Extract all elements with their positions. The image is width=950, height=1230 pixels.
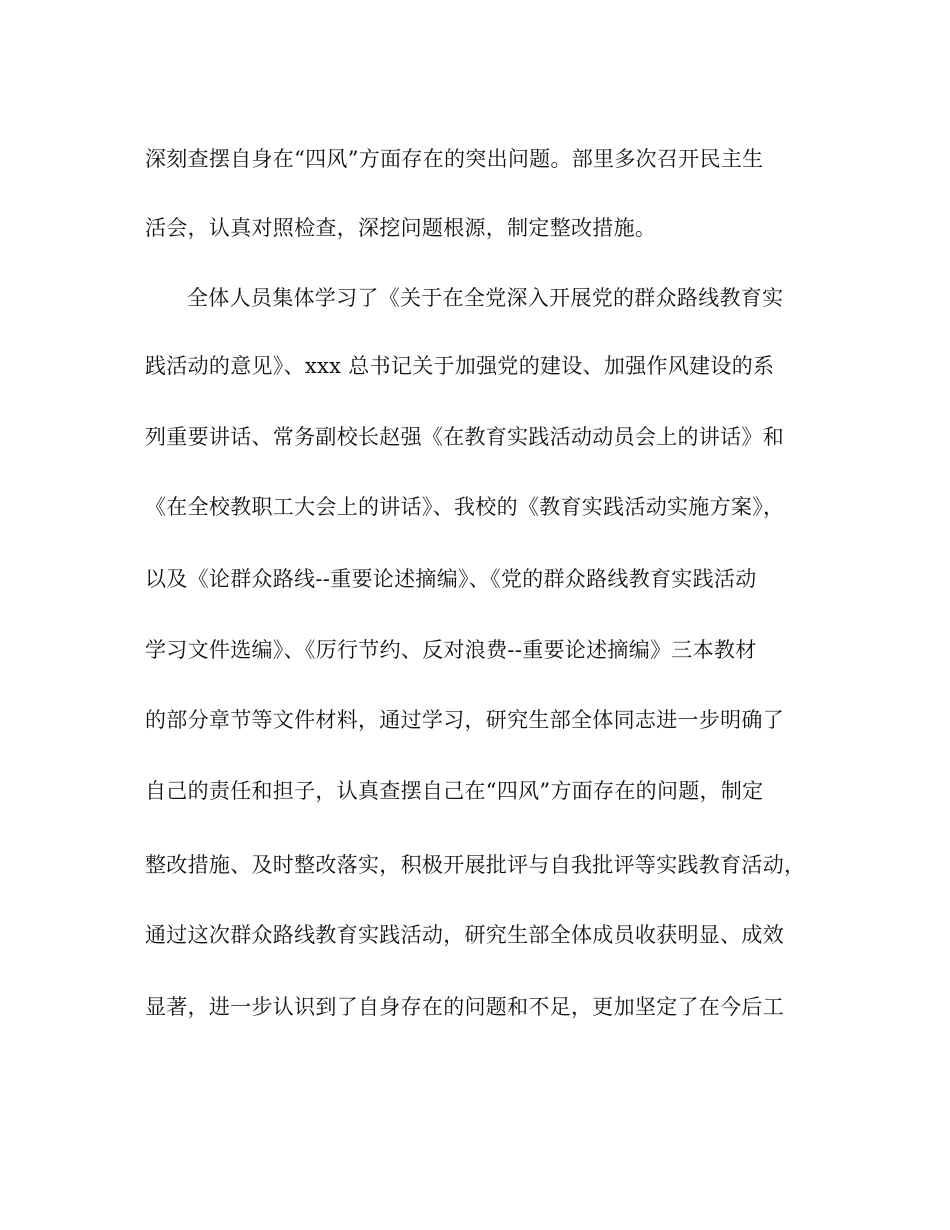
- paragraph-line: 显著，进一步认识到了自身存在的问题和不足，更加坚定了在今后工: [145, 995, 784, 1019]
- paragraph-line: 列重要讲话、常务副校长赵强《在教育实践活动动员会上的讲话》和: [145, 425, 784, 449]
- paragraph-line: 学习文件选编》、《厉行节约、反对浪费--重要论述摘编》三本教材: [145, 638, 757, 662]
- paragraph-line: 的部分章节等文件材料，通过学习，研究生部全体同志进一步明确了: [145, 708, 784, 732]
- paragraph-line: 活会，认真对照检查，深挖问题根源，制定整改措施。: [145, 216, 657, 240]
- paragraph-line: 《在全校教职工大会上的讲话》、我校的《教育实践活动实施方案》，: [145, 495, 785, 519]
- paragraph-line: 以及《论群众路线--重要论述摘编》、《党的群众路线教育实践活动: [145, 567, 757, 591]
- paragraph-line: 整改措施、及时整改落实，积极开展批评与自我批评等实践教育活动，: [145, 853, 806, 877]
- paragraph-line: 深刻查摆自身在“四风”方面存在的突出问题。部里多次召开民主生: [145, 147, 764, 171]
- paragraph-line: 通过这次群众路线教育实践活动，研究生部全体成员收获明显、成效: [145, 923, 784, 947]
- paragraph-line: 践活动的意见》、xxx 总书记关于加强党的建设、加强作风建设的系: [145, 354, 775, 378]
- paragraph-first-line: 全体人员集体学习了《关于在全党深入开展党的群众路线教育实: [187, 286, 784, 310]
- paragraph-line: 自己的责任和担子，认真查摆自己在“四风”方面存在的问题，制定: [145, 779, 764, 803]
